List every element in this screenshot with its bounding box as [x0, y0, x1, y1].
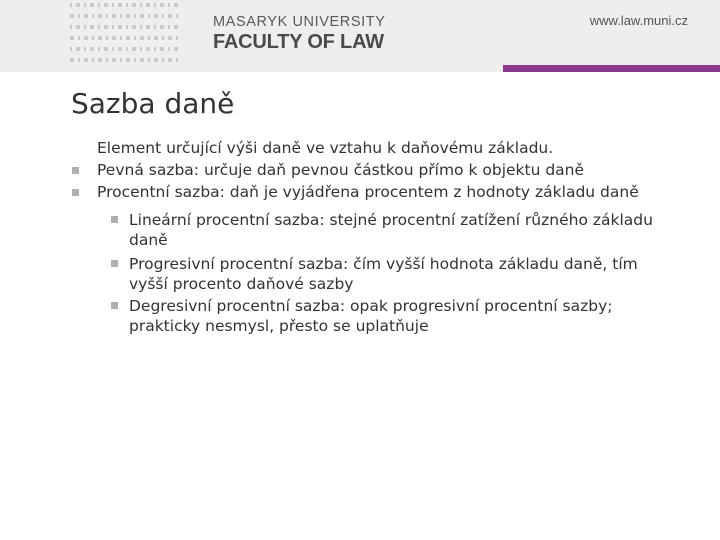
- faculty-logo-pattern: [64, 0, 186, 72]
- bullet-square-icon: [111, 260, 118, 267]
- bullet-square-icon: [111, 216, 118, 223]
- sub-list-item: Progresivní procentní sazba: čím vyšší hodnota základu daně, tím: [129, 255, 638, 273]
- sub-list-item-continuation: prakticky nesmysl, přesto se uplatňuje: [129, 317, 429, 335]
- accent-bar: [503, 65, 720, 72]
- faculty-name: FACULTY OF LAW: [213, 31, 384, 53]
- bullet-square-icon: [72, 189, 79, 196]
- sub-list-item-continuation: daně: [129, 231, 168, 249]
- website-url[interactable]: www.law.muni.cz: [589, 13, 688, 28]
- header-band: [0, 0, 720, 72]
- sub-list-item-continuation: vyšší procento daňové sazby: [129, 275, 354, 293]
- sub-list-item: Lineární procentní sazba: stejné procentní zatížení různého základu: [129, 211, 653, 229]
- slide-title: Sazba daně: [71, 87, 235, 120]
- list-item: Pevná sazba: určuje daň pevnou částkou přímo k objektu daně: [97, 161, 585, 179]
- bullet-square-icon: [72, 167, 79, 174]
- sub-list-item: Degresivní procentní sazba: opak progresivní procentní sazby;: [129, 297, 613, 315]
- list-item: Procentní sazba: daň je vyjádřena procentem z hodnoty základu daně: [97, 183, 639, 201]
- bullet-square-icon: [111, 302, 118, 309]
- university-name: MASARYK UNIVERSITY: [213, 14, 386, 30]
- intro-text: Element určující výši daně ve vztahu k daňovému základu.: [97, 139, 554, 157]
